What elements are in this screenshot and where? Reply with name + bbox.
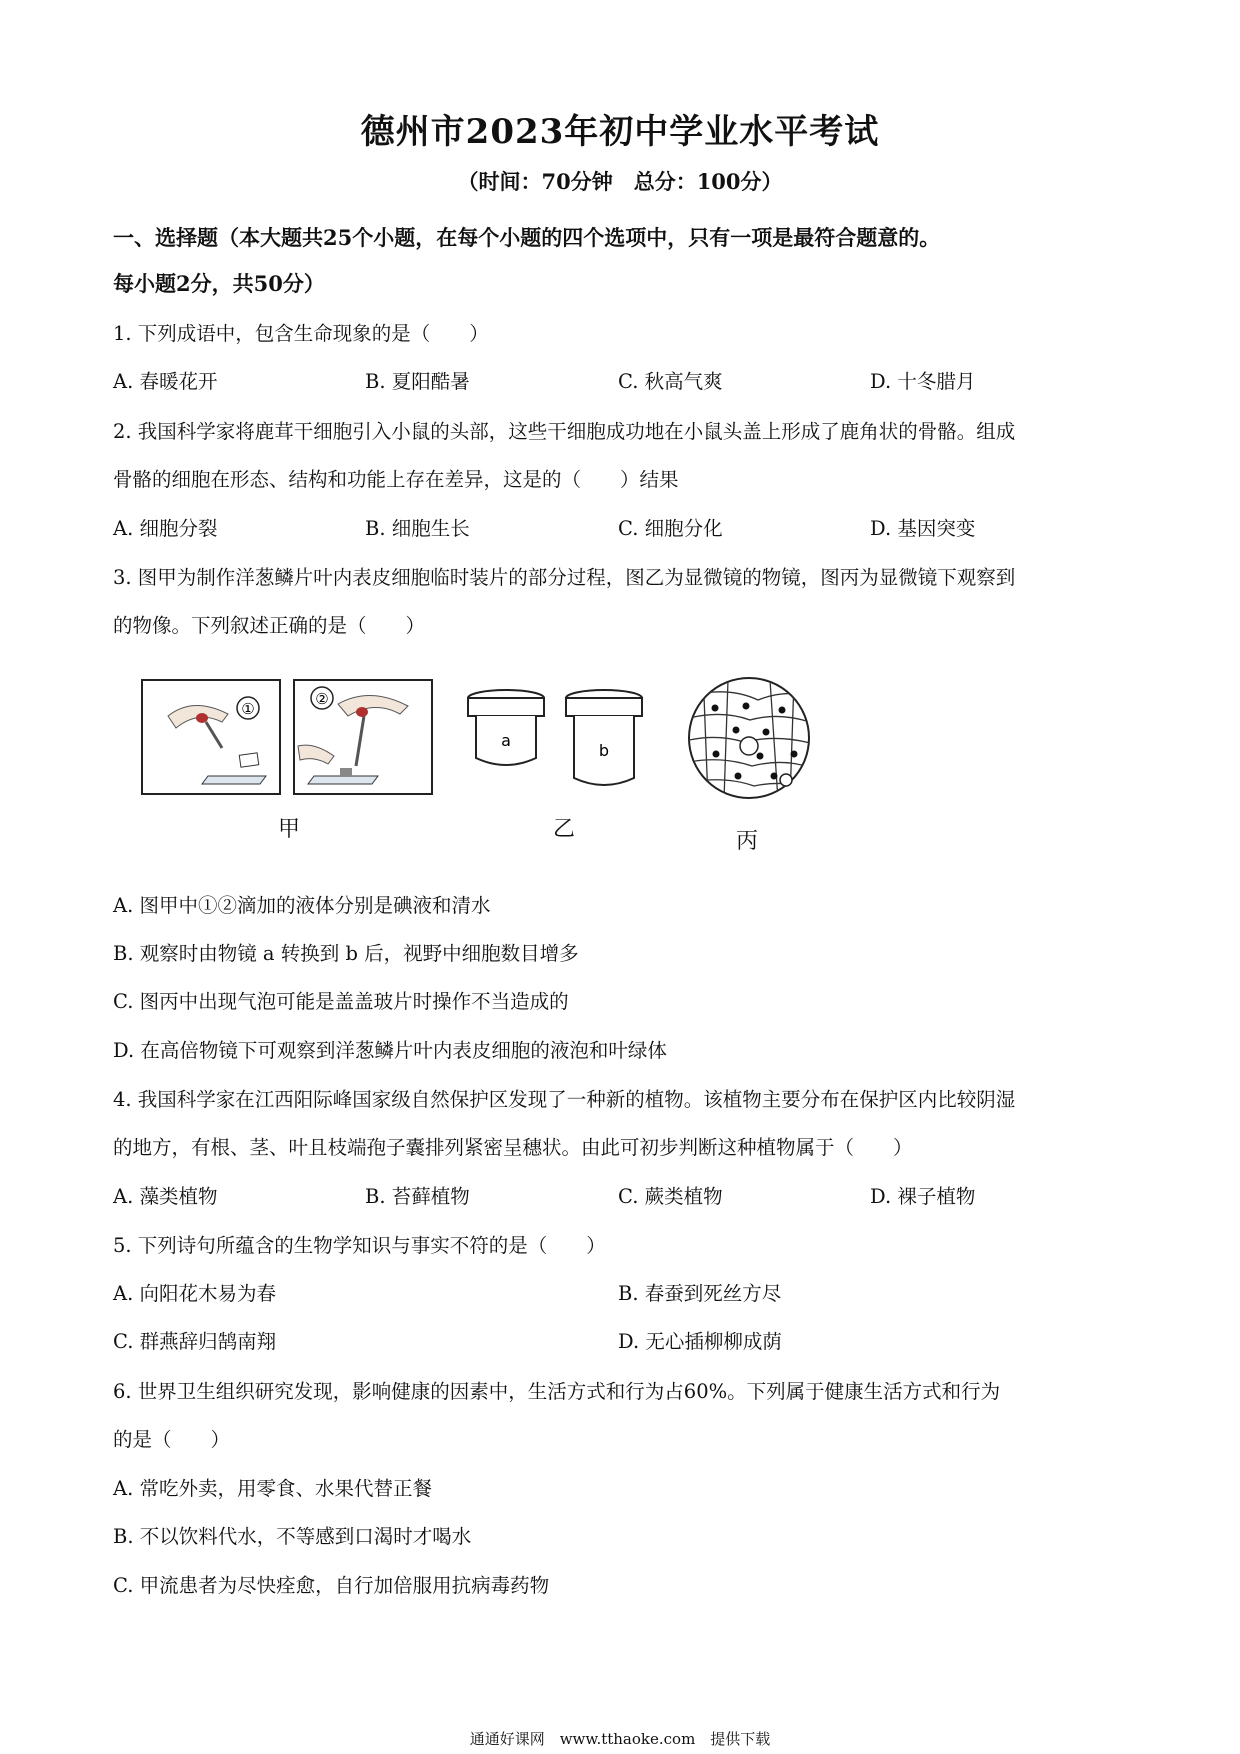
question-3-stem: 3. 图甲为制作洋葱鳞片叶内表皮细胞临时装片的部分过程，图乙为显微镜的物镜，图丙为显微镜下观察到	[113, 566, 1016, 589]
question-3-figure	[138, 676, 838, 876]
q3-option-b: B. 观察时由物镜 a 转换到 b 后，视野中细胞数目增多	[113, 942, 579, 965]
q4-option-d: D. 裸子植物	[870, 1185, 976, 1208]
q5-option-c: C. 群燕辞归鹄南翔	[113, 1330, 277, 1353]
q1-option-d: D. 十冬腊月	[870, 370, 976, 393]
question-3-stem-cont: 的物像。下列叙述正确的是（ ）	[113, 614, 426, 637]
figure-illustration	[138, 676, 838, 876]
exam-info: （时间：70分钟 总分：100分）	[457, 169, 783, 194]
q6-option-a: A. 常吃外卖，用零食、水果代替正餐	[113, 1477, 432, 1500]
q5-option-a: A. 向阳花木易为春	[113, 1282, 276, 1305]
page-footer: 通通好课网 www.tthaoke.com 提供下载	[469, 1730, 771, 1748]
objective-lens-a	[468, 690, 544, 765]
step-2-marker: ②	[315, 690, 329, 708]
q6-option-c: C. 甲流患者为尽快痊愈，自行加倍服用抗病毒药物	[113, 1574, 550, 1597]
figure-label-jia: 甲	[278, 817, 301, 842]
question-2-stem: 2. 我国科学家将鹿茸干细胞引入小鼠的头部，这些干细胞成功地在小鼠头盖上形成了鹿角状的骨骼。组成	[113, 420, 1016, 443]
q4-option-b: B. 苔藓植物	[365, 1185, 470, 1208]
q3-option-a: A. 图甲中①②滴加的液体分别是碘液和清水	[113, 894, 491, 917]
q4-option-a: A. 藻类植物	[113, 1185, 218, 1208]
lens-b-label: b	[598, 741, 610, 760]
q1-option-b: B. 夏阳酷暑	[365, 370, 470, 393]
q2-option-b: B. 细胞生长	[365, 517, 470, 540]
step-1-marker: ①	[241, 700, 255, 718]
q2-option-d: D. 基因突变	[870, 517, 976, 540]
q3-option-c: C. 图丙中出现气泡可能是盖盖玻片时操作不当造成的	[113, 990, 569, 1013]
q4-option-c: C. 蕨类植物	[618, 1185, 723, 1208]
question-2-stem-cont: 骨骼的细胞在形态、结构和功能上存在差异，这是的（ ）结果	[113, 468, 679, 491]
section-heading-cont: 每小题2分，共50分）	[113, 271, 325, 296]
figure-label-bing: 丙	[736, 829, 759, 854]
q1-option-c: C. 秋高气爽	[618, 370, 723, 393]
question-6-stem-cont: 的是（ ）	[113, 1428, 231, 1451]
question-1-stem: 1. 下列成语中，包含生命现象的是（ ）	[113, 322, 489, 345]
lens-a-label: a	[501, 731, 511, 750]
figure-label-yi: 乙	[553, 817, 576, 842]
slide-step-1-panel	[142, 680, 280, 794]
q1-option-a: A. 春暖花开	[113, 370, 218, 393]
page-title: 德州市2023年初中学业水平考试	[360, 112, 880, 152]
q5-option-b: B. 春蚕到死丝方尽	[618, 1282, 782, 1305]
objective-lens-b	[566, 690, 642, 785]
q5-option-d: D. 无心插柳柳成荫	[618, 1330, 782, 1353]
q2-option-c: C. 细胞分化	[618, 517, 723, 540]
question-4-stem-cont: 的地方，有根、茎、叶且枝端孢子囊排列紧密呈穗状。由此可初步判断这种植物属于（ ）	[113, 1136, 913, 1159]
question-4-stem: 4. 我国科学家在江西阳际峰国家级自然保护区发现了一种新的植物。该植物主要分布在保护区内比较阴湿	[113, 1088, 1016, 1111]
q2-option-a: A. 细胞分裂	[113, 517, 218, 540]
q6-option-b: B. 不以饮料代水，不等感到口渴时才喝水	[113, 1525, 472, 1548]
question-6-stem: 6. 世界卫生组织研究发现，影响健康的因素中，生活方式和行为占60%。下列属于健康生活方式和行为	[113, 1380, 1001, 1403]
question-5-stem: 5. 下列诗句所蕴含的生物学知识与事实不符的是（ ）	[113, 1234, 606, 1257]
microscope-field-of-view	[689, 678, 818, 800]
q3-option-d: D. 在高倍物镜下可观察到洋葱鳞片叶内表皮细胞的液泡和叶绿体	[113, 1039, 667, 1062]
section-heading: 一、选择题（本大题共25个小题，在每个小题的四个选项中，只有一项是最符合题意的。	[113, 225, 941, 250]
